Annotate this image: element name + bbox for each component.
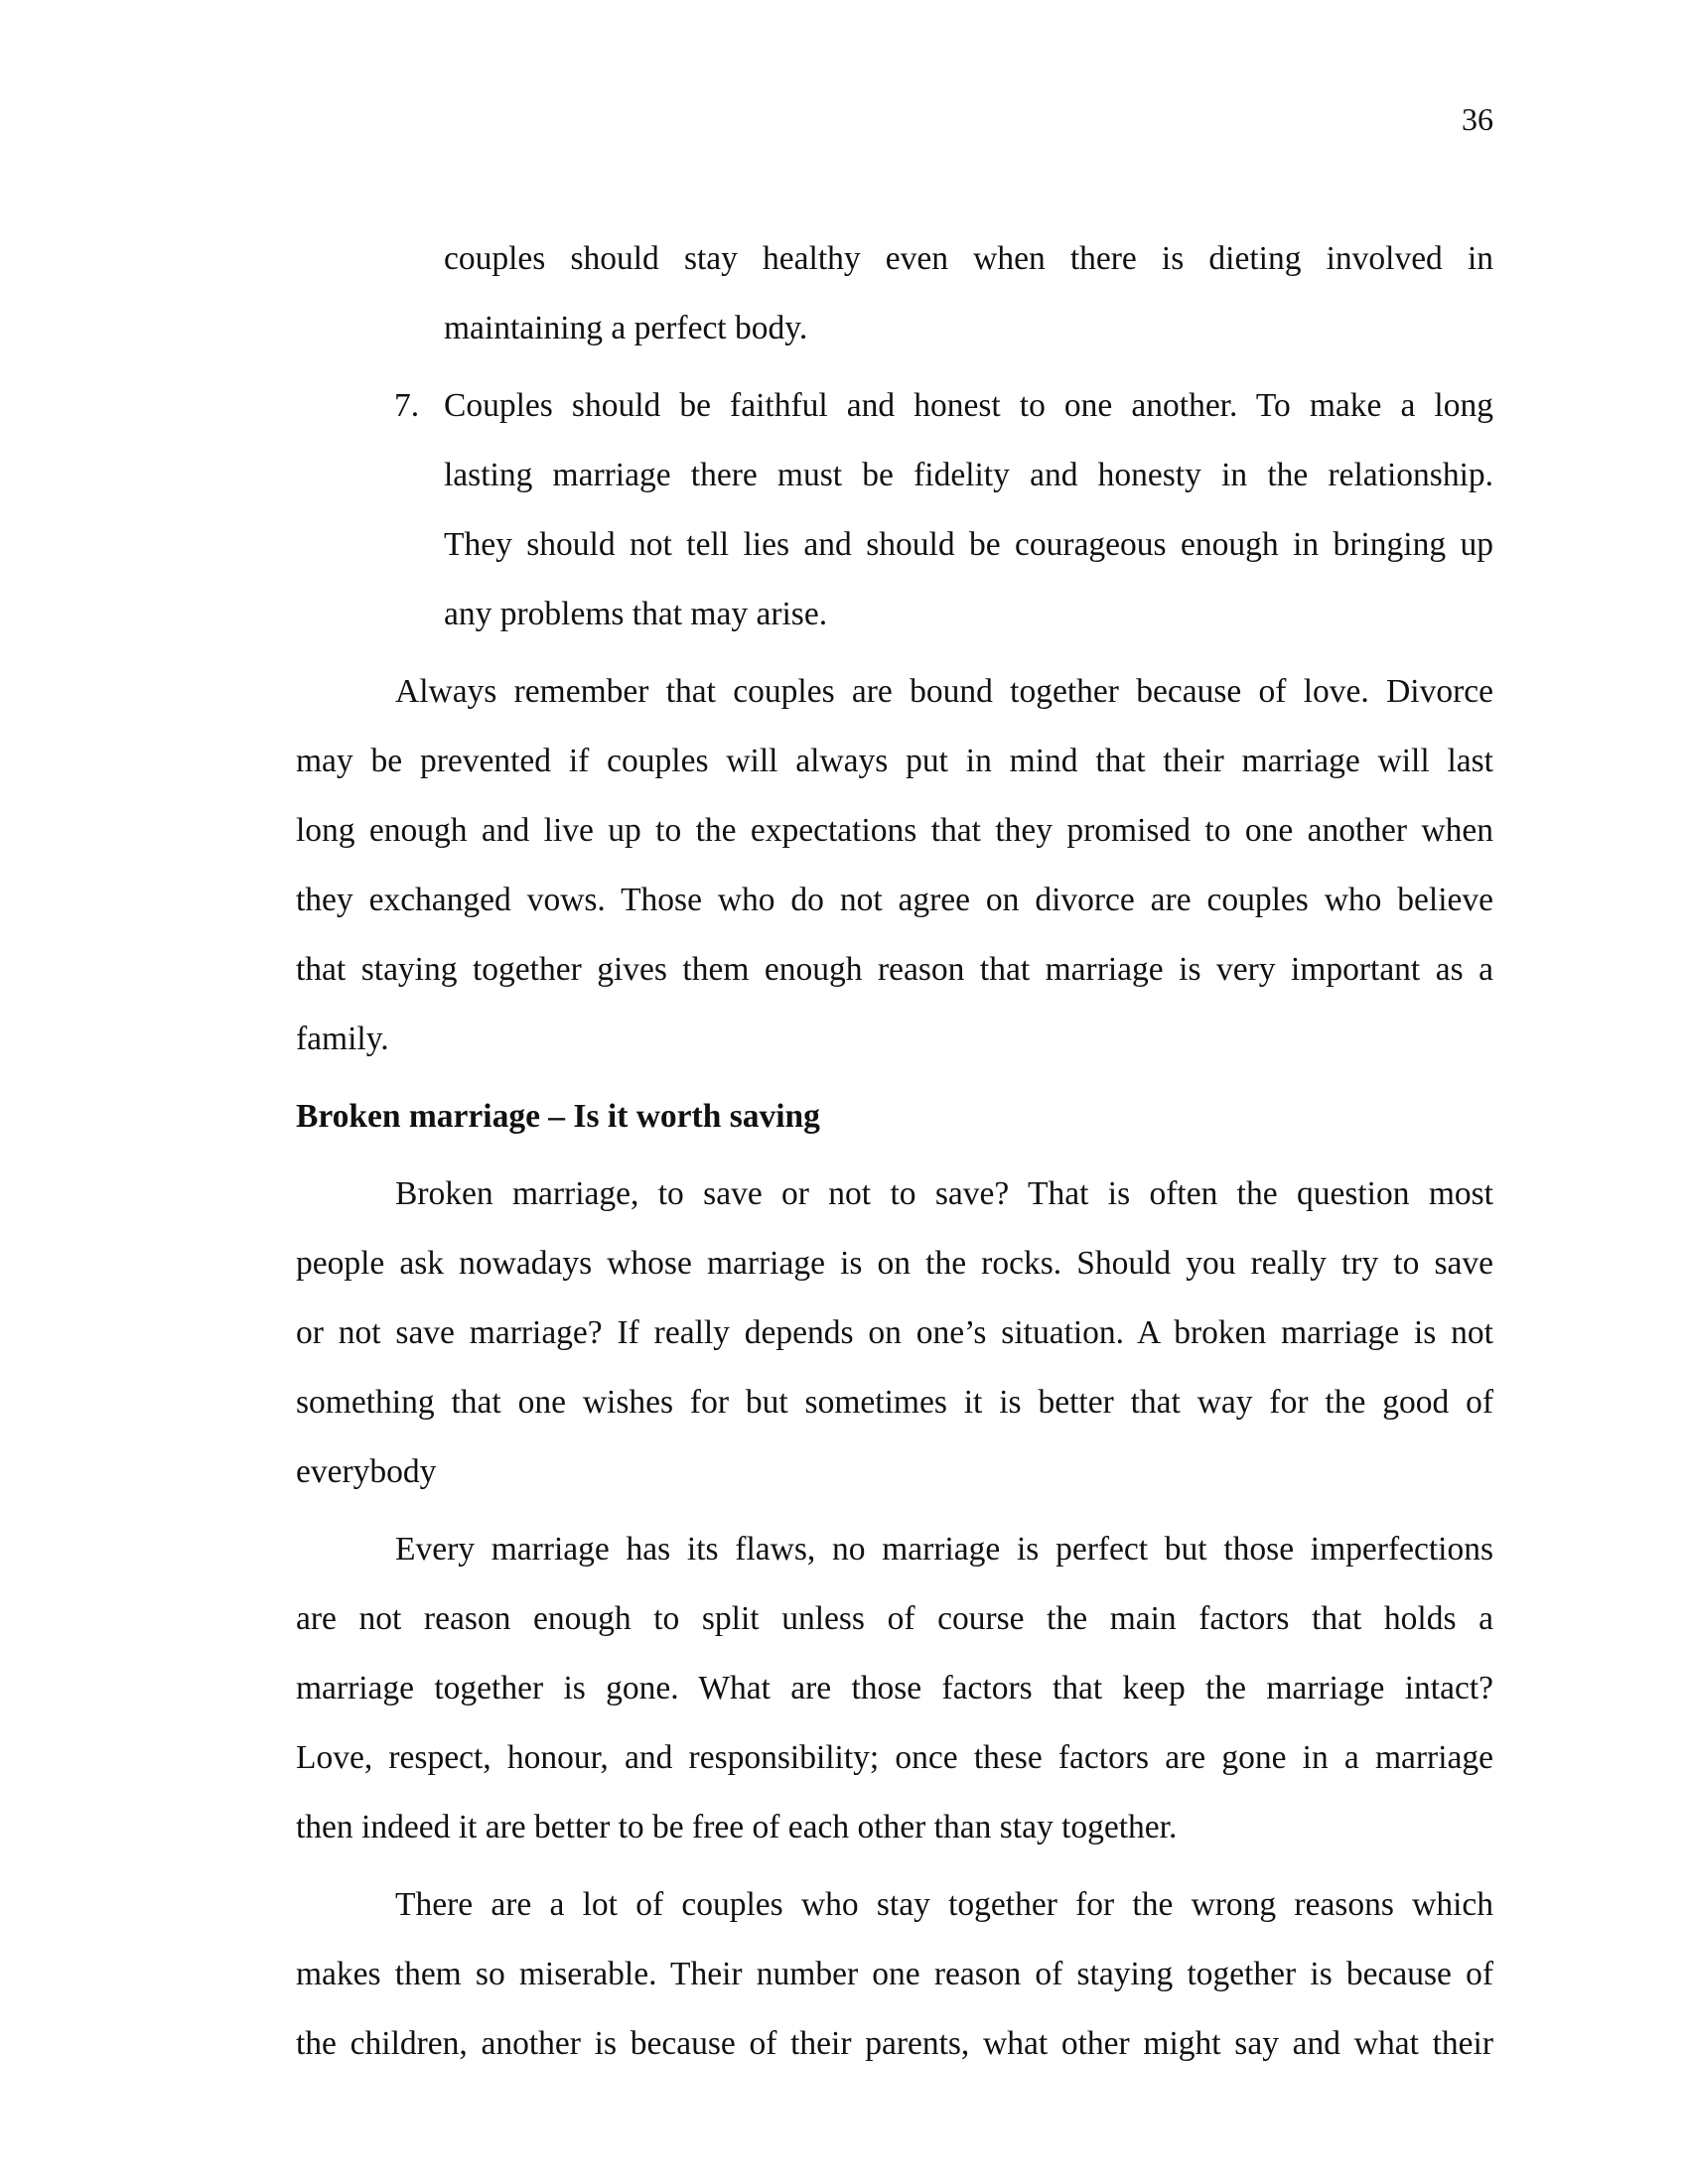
- list-item-7: [296, 371, 1493, 649]
- text-line: the children, another is because of their parents, what other might say and what their: [296, 2025, 1493, 2062]
- text-line: may be prevented if couples will always put in mind that their marriage will last: [296, 743, 1493, 779]
- text-line: long enough and live up to the expectations that they promised to one another when: [296, 812, 1493, 849]
- text-line: couples should stay healthy even when there is dieting involved in: [444, 240, 1493, 277]
- text-line: They should not tell lies and should be courageous enough in bringing up: [444, 526, 1493, 563]
- text-line: any problems that may arise.: [444, 596, 828, 632]
- text-line: There are a lot of couples who stay together for the wrong reasons which: [395, 1886, 1493, 1923]
- text-line: Love, respect, honour, and responsibility; once these factors are gone in a marriage: [296, 1739, 1493, 1776]
- text-line: or not save marriage? If really depends on one’s situation. A broken marriage is not: [296, 1314, 1493, 1351]
- list-continuation: [296, 224, 1493, 363]
- text-line: makes them so miserable. Their number one reason of staying together is because of: [296, 1956, 1493, 1992]
- paragraph: [296, 1870, 1493, 2079]
- text-line: everybody: [296, 1453, 437, 1490]
- list-number: 7.: [394, 387, 420, 424]
- page-number: 36: [1462, 101, 1493, 137]
- text-line: lasting marriage there must be fidelity and honesty in the relationship.: [444, 457, 1493, 493]
- text-line: that staying together gives them enough reason that marriage is very important as a: [296, 951, 1493, 988]
- text-line: they exchanged vows. Those who do not agree on divorce are couples who believe: [296, 882, 1493, 918]
- document-body: [296, 224, 1493, 2079]
- paragraph: [296, 657, 1493, 1074]
- text-line: maintaining a perfect body.: [444, 310, 808, 346]
- section-heading: Broken marriage – Is it worth saving: [296, 1098, 820, 1135]
- list-item-first-line: [296, 371, 1493, 441]
- text-line: Always remember that couples are bound together because of love. Divorce: [395, 673, 1493, 710]
- paragraph: [296, 1515, 1493, 1862]
- text-line: people ask nowadays whose marriage is on the rocks. Should you really try to save: [296, 1245, 1493, 1282]
- paragraph: [296, 1160, 1493, 1507]
- text-line: Every marriage has its flaws, no marriage is perfect but those imperfections: [395, 1531, 1493, 1568]
- text-line: then indeed it are better to be free of each other than stay together.: [296, 1809, 1178, 1845]
- text-line: are not reason enough to split unless of course the main factors that holds a: [296, 1600, 1493, 1637]
- text-line: something that one wishes for but sometimes it is better that way for the good of: [296, 1384, 1493, 1421]
- text-line: family.: [296, 1021, 389, 1057]
- text-line: Couples should be faithful and honest to one another. To make a long: [444, 387, 1493, 424]
- text-line: Broken marriage, to save or not to save? That is often the question most: [395, 1175, 1493, 1212]
- text-line: marriage together is gone. What are those factors that keep the marriage intact?: [296, 1670, 1493, 1706]
